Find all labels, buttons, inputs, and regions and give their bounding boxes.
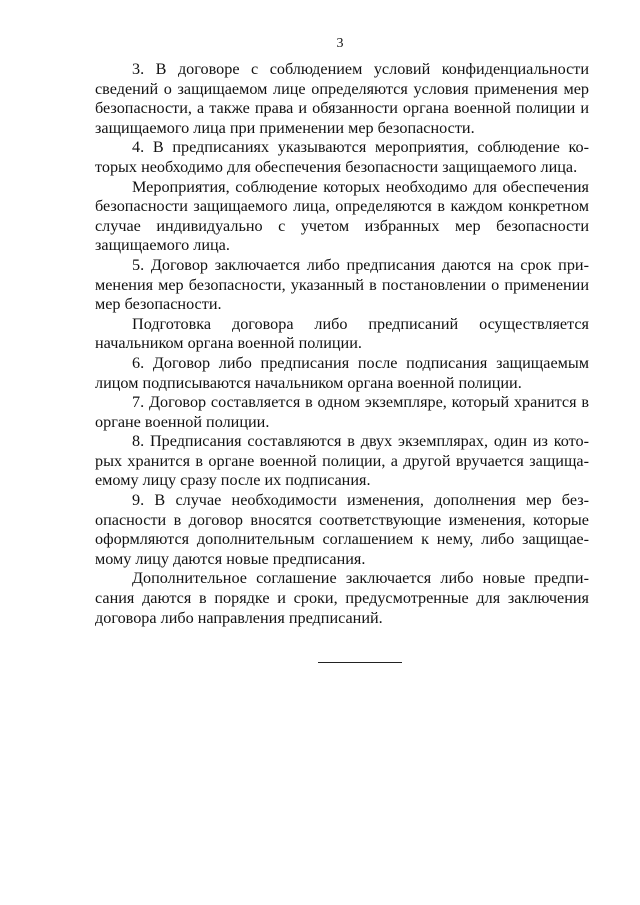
- paragraph-4: 4. В предписаниях указываются мероприятия, соблюдение которых необходимо для обеспечения безопасности защищаемого лица.: [95, 138, 589, 176]
- end-of-document-rule: [318, 662, 402, 663]
- paragraph-supplementary: Дополнительное соглашение заключается либо новые предписания даются в порядке и сроки, предусмотренные для заключения договора либо направления предписаний.: [95, 569, 589, 627]
- paragraph-9: 9. В случае необходимости изменения, дополнения мер безопасности в договор вносятся соответствующие изменения, которые оформляются дополнительным соглашением к нему, либо защищаемому лицу даются новые предписания.: [95, 491, 589, 568]
- page-number: 3: [336, 36, 344, 51]
- paragraph-5: 5. Договор заключается либо предписания даются на срок применения мер безопасности, указанный в постановлении о применении мер безопасности.: [95, 255, 589, 314]
- paragraph-6: 6. Договор либо предписания после подписания защищаемым лицом подписываются начальником органа военной полиции.: [95, 353, 589, 392]
- document-body: [95, 60, 589, 628]
- paragraph-3: 3. В договоре с соблюдением условий конфиденциальности сведений о защищаемом лице определяются условия применения мер безопасности, а также права и обязанности органа военной полиции и защищаемого лица при применении мер безопасности.: [95, 60, 589, 137]
- paragraph-preparation: Подготовка договора либо предписаний осуществляется начальником органа военной полиции.: [95, 314, 589, 353]
- paragraph-measures: Мероприятия, соблюдение которых необходимо для обеспечения безопасности защищаемого лица, определяются в каждом конкретном случае индивидуально с учетом избранных мер безопасности защищаемого лица.: [95, 177, 589, 255]
- paragraph-8: 8. Предписания составляются в двух экземплярах, один из которых хранится в органе военной полиции, а другой вручается защищаемому лицу сразу после их подписания.: [95, 432, 589, 490]
- paragraph-7: 7. Договор составляется в одном экземпляре, который хранится в органе военной полиции.: [95, 393, 589, 431]
